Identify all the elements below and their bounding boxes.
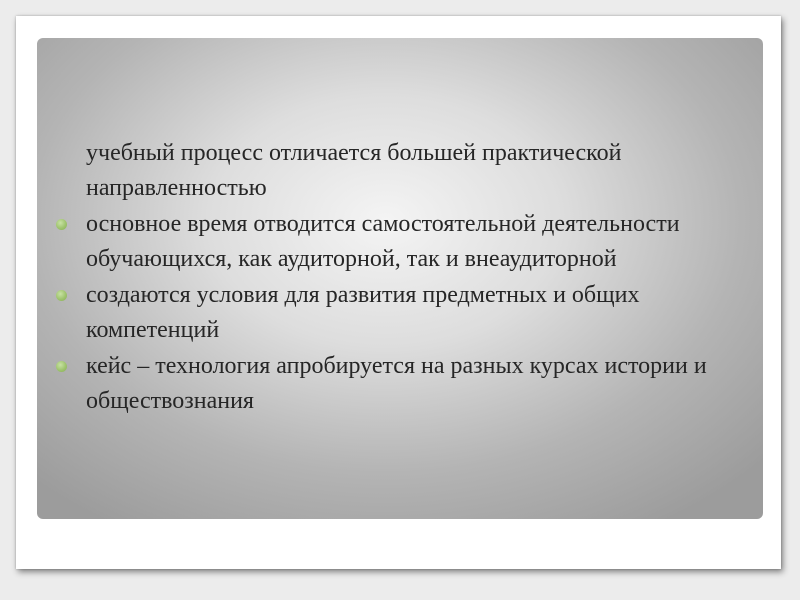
bullet-text: учебный процесс отличается большей практической направленностью xyxy=(86,140,622,201)
bullet-item-1 xyxy=(56,136,766,206)
bullet-marker-icon xyxy=(56,361,67,372)
bullet-list xyxy=(56,136,766,420)
bullet-item-2 xyxy=(56,207,766,277)
bullet-text: кейс – технология апробируется на разных курсах истории и обществознания xyxy=(86,353,707,414)
bullet-marker-icon xyxy=(56,219,67,230)
bullet-item-4 xyxy=(56,349,766,419)
bullet-item-3 xyxy=(56,278,766,348)
bullet-text: создаются условия для развития предметных и общих компетенций xyxy=(86,282,640,343)
bullet-marker-icon xyxy=(56,290,67,301)
bullet-text: основное время отводится самостоятельной деятельности обучающихся, как аудиторной, так и внеаудиторной xyxy=(86,211,680,272)
